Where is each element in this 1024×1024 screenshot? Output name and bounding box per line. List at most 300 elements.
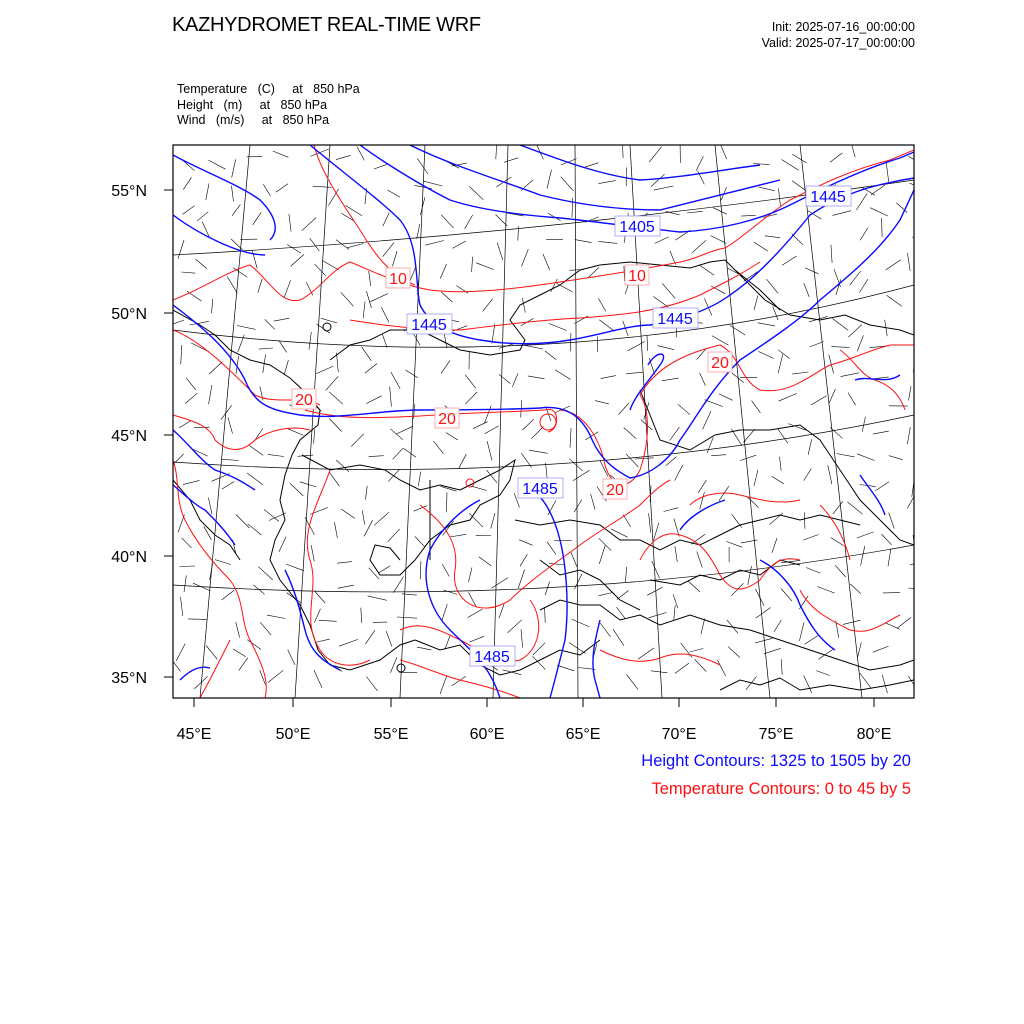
wind-barb xyxy=(314,670,322,688)
wind-barb xyxy=(465,375,476,389)
wind-barb xyxy=(487,441,492,460)
wind-barb xyxy=(186,378,196,390)
wind-barb xyxy=(549,323,567,330)
wind-barb xyxy=(805,268,819,274)
wind-barb xyxy=(764,648,781,654)
wind-barb xyxy=(392,251,397,266)
wind-barb xyxy=(664,508,679,512)
wind-barb xyxy=(468,609,483,618)
wind-barb xyxy=(914,323,926,337)
lon-tick-label: 65°E xyxy=(565,726,601,743)
wind-barb xyxy=(551,279,558,292)
wind-barb xyxy=(181,597,183,616)
wind-barb xyxy=(662,283,675,298)
wind-barb xyxy=(569,643,585,654)
wind-barb xyxy=(545,582,550,596)
wind-barb xyxy=(236,515,250,529)
wind-barb xyxy=(236,622,240,638)
wind-barb xyxy=(691,534,705,544)
wind-barb xyxy=(442,604,448,621)
wind-barb xyxy=(337,562,352,564)
wind-barb xyxy=(575,240,592,243)
wind-barb xyxy=(545,607,546,623)
wind-barb xyxy=(557,283,573,292)
wind-barb xyxy=(179,566,195,567)
wind-barb xyxy=(803,535,818,541)
wind-barb xyxy=(315,639,330,642)
wind-barb xyxy=(555,370,571,380)
wind-barb xyxy=(446,433,458,441)
wind-barb xyxy=(732,514,742,527)
wind-barb xyxy=(898,617,912,627)
temperature-label: 20 xyxy=(295,392,313,409)
wind-barb xyxy=(781,589,792,602)
wind-barb xyxy=(391,372,400,389)
wind-barb xyxy=(885,623,900,630)
wind-barb xyxy=(341,213,354,221)
wind-barb xyxy=(573,470,590,480)
wind-barb xyxy=(383,213,389,227)
wind-barb xyxy=(740,455,756,460)
wind-barb xyxy=(619,403,629,414)
wind-barb xyxy=(459,454,466,468)
wind-barb xyxy=(383,242,395,256)
wind-barb xyxy=(417,647,431,650)
wind-barb xyxy=(268,670,283,682)
wind-barb xyxy=(675,663,689,673)
wind-barb xyxy=(547,170,552,189)
lon-tick-label: 80°E xyxy=(856,726,892,743)
wind-barb xyxy=(291,254,304,266)
wind-barb xyxy=(287,245,301,254)
wind-barb xyxy=(572,198,573,218)
wind-barb xyxy=(288,650,295,665)
wind-barb xyxy=(626,372,643,374)
wind-barb xyxy=(653,297,668,308)
wind-barb xyxy=(570,428,571,447)
wind-barb xyxy=(767,279,779,293)
wind-barb xyxy=(703,411,711,429)
wind-barb xyxy=(393,577,403,593)
wind-barb xyxy=(365,364,377,374)
wind-barb xyxy=(386,631,392,646)
wind-barb xyxy=(329,392,343,404)
wind-barb xyxy=(334,522,337,538)
wind-barb xyxy=(204,526,212,539)
wind-barb xyxy=(227,277,237,294)
wind-barb xyxy=(753,164,769,165)
wind-barb xyxy=(206,646,217,660)
wind-barb xyxy=(532,427,544,439)
wind-barb xyxy=(698,480,706,493)
height-label: 1405 xyxy=(619,219,655,236)
wind-barb xyxy=(222,482,234,490)
height-label: 1485 xyxy=(474,649,510,666)
wind-barb xyxy=(572,619,590,627)
wind-barb xyxy=(741,215,756,216)
wind-barb xyxy=(778,350,789,359)
wind-barb xyxy=(268,454,284,456)
wind-barb xyxy=(258,279,263,293)
temperature-label: 20 xyxy=(711,355,729,372)
wind-barb xyxy=(816,671,830,676)
wind-barb xyxy=(772,476,784,484)
wind-barb xyxy=(326,376,339,390)
wind-barb xyxy=(206,183,209,200)
wind-barb xyxy=(232,186,234,202)
wind-barb xyxy=(726,541,742,547)
wind-barb xyxy=(485,406,492,423)
wind-barb xyxy=(561,177,574,191)
wind-barb xyxy=(519,540,533,546)
wind-barb xyxy=(316,366,333,374)
wind-barb xyxy=(286,564,304,571)
wind-barb xyxy=(248,524,262,535)
temperature-contour-legend: Temperature Contours: 0 to 45 by 5 xyxy=(651,780,911,798)
wind-barb xyxy=(675,465,683,481)
wind-barb xyxy=(870,208,888,216)
wind-barb xyxy=(452,241,466,248)
lat-tick-label: 45°N xyxy=(111,428,147,445)
wind-barb xyxy=(390,429,403,440)
wind-barb xyxy=(314,430,315,444)
wind-barb xyxy=(404,448,416,457)
wind-barb xyxy=(378,566,390,574)
wind-barb xyxy=(889,513,895,529)
lon-tick-label: 70°E xyxy=(661,726,697,743)
wind-barb xyxy=(265,319,275,329)
wind-barb xyxy=(284,280,291,298)
wind-barb xyxy=(298,455,314,456)
temperature-label: 20 xyxy=(438,411,456,428)
wind-barb xyxy=(374,512,389,525)
wind-barb xyxy=(338,585,354,588)
wind-barb xyxy=(402,594,417,595)
wind-barb xyxy=(253,212,262,225)
wind-barb xyxy=(805,635,820,645)
wind-barb xyxy=(841,373,859,377)
wind-barb xyxy=(692,240,706,253)
wind-barb xyxy=(792,372,808,374)
wind-barb xyxy=(472,486,487,490)
wind-barb xyxy=(543,254,550,270)
wind-barb xyxy=(730,326,745,336)
wind-barb xyxy=(415,537,425,547)
wind-barb xyxy=(260,622,271,635)
wind-barb xyxy=(778,354,783,373)
wind-barb xyxy=(341,292,354,306)
wind-barb xyxy=(492,324,495,344)
lon-tick-label: 55°E xyxy=(373,726,409,743)
wind-barb xyxy=(470,636,485,642)
wind-barb xyxy=(508,620,522,633)
wind-barb xyxy=(279,537,286,552)
wind-barb xyxy=(914,650,925,665)
wind-barb xyxy=(711,286,725,294)
wind-barb xyxy=(731,583,743,595)
wind-barb xyxy=(697,552,703,568)
wind-barb xyxy=(909,386,912,400)
wind-barb xyxy=(208,498,212,514)
wind-barb xyxy=(857,532,874,538)
wind-barb xyxy=(828,465,832,484)
wind-barb xyxy=(907,427,910,444)
wind-barb xyxy=(881,534,891,545)
wind-barb xyxy=(233,649,246,657)
wind-barb xyxy=(302,218,317,231)
wind-barb xyxy=(425,241,444,246)
wind-barb xyxy=(390,387,392,407)
wind-barb xyxy=(215,560,231,565)
wind-barb xyxy=(315,591,326,603)
wind-barb xyxy=(782,256,797,265)
wind-barb xyxy=(287,428,304,435)
wind-barb xyxy=(860,279,868,292)
wind-barb xyxy=(780,457,782,471)
wind-barb xyxy=(233,268,247,277)
lon-tick-label: 45°E xyxy=(176,726,212,743)
wind-barb xyxy=(469,513,483,527)
wind-barb xyxy=(599,545,605,564)
wind-barb xyxy=(351,434,364,447)
wind-barb xyxy=(557,665,574,671)
wind-barb xyxy=(624,428,637,439)
wind-barb xyxy=(810,342,824,347)
wind-barb xyxy=(469,567,473,581)
wind-barb xyxy=(347,244,364,248)
wind-barb xyxy=(673,594,678,608)
wind-barb xyxy=(522,298,525,313)
wind-barb xyxy=(625,567,626,582)
wind-barb xyxy=(758,323,775,326)
wind-barb xyxy=(907,253,910,271)
field-height: Height (m) at 850 hPa xyxy=(177,97,328,112)
wind-barb xyxy=(907,496,914,508)
wind-barb xyxy=(804,675,812,693)
wind-barb xyxy=(831,538,844,546)
wind-barb xyxy=(850,140,855,158)
wind-barb xyxy=(831,347,849,348)
wind-barb xyxy=(873,646,889,652)
wind-barb xyxy=(512,374,518,387)
wind-barb xyxy=(420,561,421,579)
wind-barb xyxy=(799,622,804,641)
wind-barb xyxy=(654,186,674,190)
lon-tick-label: 60°E xyxy=(469,726,505,743)
wind-barb xyxy=(450,534,467,537)
field-wind: Wind (m/s) at 850 hPa xyxy=(177,113,330,127)
wind-barb xyxy=(886,163,888,182)
wind-barb xyxy=(624,266,625,281)
wind-barb xyxy=(861,546,865,565)
wind-barb xyxy=(915,349,934,351)
latitude-axis xyxy=(111,183,147,687)
wind-barb xyxy=(782,160,799,171)
height-label: 1485 xyxy=(522,481,558,498)
init-time: Init: 2025-07-16_00:00:00 xyxy=(771,20,915,34)
wind-barb xyxy=(366,291,371,308)
wind-barb xyxy=(687,211,703,213)
wind-barb xyxy=(850,584,860,594)
wind-barb xyxy=(341,509,355,518)
map-title: KAZHYDROMET REAL-TIME WRF xyxy=(172,14,481,36)
wind-barb xyxy=(434,441,444,454)
wind-barb xyxy=(382,334,387,347)
wind-barb xyxy=(748,566,752,585)
wind-barb xyxy=(574,500,582,512)
wind-barb xyxy=(583,163,599,168)
wind-barb xyxy=(370,294,388,302)
wind-barb xyxy=(651,671,668,673)
wind-barb xyxy=(570,459,583,471)
wind-barb xyxy=(491,578,508,589)
wind-barb xyxy=(779,393,797,401)
wind-barb xyxy=(833,211,852,216)
wind-barb xyxy=(329,419,342,432)
wind-barb xyxy=(184,575,186,592)
lon-tick-label: 50°E xyxy=(275,726,311,743)
wind-barb xyxy=(700,373,706,386)
wind-barb xyxy=(873,431,889,434)
wind-barb xyxy=(237,326,256,330)
wind-barb xyxy=(882,218,883,237)
wind-barb xyxy=(829,389,835,403)
wind-barb xyxy=(774,620,782,632)
wind-barb xyxy=(472,257,473,272)
wind-barb xyxy=(170,658,180,672)
wind-barb xyxy=(804,469,812,481)
wind-barb xyxy=(179,420,191,427)
wind-barb xyxy=(520,554,527,566)
wind-barb xyxy=(652,561,660,578)
wind-barb xyxy=(599,320,615,331)
wind-barb xyxy=(521,453,531,467)
wind-barb xyxy=(357,147,364,161)
wind-barb xyxy=(862,417,865,432)
wind-barb xyxy=(570,333,571,351)
wind-barb xyxy=(188,619,207,620)
wind-barb xyxy=(848,325,862,338)
wind-barb xyxy=(529,450,548,453)
wind-barb xyxy=(574,574,582,590)
wind-barb xyxy=(778,429,788,444)
wind-barb xyxy=(267,615,286,618)
wind-barb xyxy=(910,560,925,565)
wind-barb xyxy=(528,376,545,379)
wind-barb xyxy=(469,186,483,199)
wind-barb xyxy=(547,542,556,555)
wind-barb xyxy=(811,396,827,405)
field-temperature: Temperature (C) at 850 hPa xyxy=(177,82,360,96)
wind-barb xyxy=(183,177,191,189)
wind-barb xyxy=(181,345,182,364)
wind-barb xyxy=(719,394,733,400)
wind-barb xyxy=(678,404,690,414)
wind-barb xyxy=(595,401,609,404)
wind-barb xyxy=(773,306,778,320)
wind-barb xyxy=(239,658,248,671)
wind-barb xyxy=(183,206,195,215)
wind-barb xyxy=(499,604,504,618)
wind-barb xyxy=(170,320,184,325)
wind-barb xyxy=(329,472,339,486)
wind-barb xyxy=(417,224,420,239)
wind-barb xyxy=(496,215,508,227)
wind-barb xyxy=(628,341,645,351)
longitude-axis xyxy=(177,726,892,743)
wind-barb xyxy=(848,393,856,406)
wind-barb xyxy=(571,552,577,567)
lat-tick-label: 55°N xyxy=(111,183,147,200)
wind-barb xyxy=(176,644,185,661)
height-label: 1445 xyxy=(411,317,447,334)
wind-barb xyxy=(196,259,207,268)
wind-barb xyxy=(888,549,891,566)
wind-barb xyxy=(185,393,197,403)
wind-barb xyxy=(857,454,875,461)
wind-barb xyxy=(424,181,443,186)
wind-barb xyxy=(804,283,809,297)
wind-barb xyxy=(362,511,364,525)
wind-barb xyxy=(441,360,450,373)
wind-barb xyxy=(309,332,311,350)
wind-barb xyxy=(599,181,616,184)
lat-tick-label: 50°N xyxy=(111,306,147,323)
wind-barb xyxy=(613,629,624,646)
wind-barb xyxy=(321,318,337,323)
wind-barb xyxy=(617,607,626,618)
wind-barb xyxy=(209,385,212,404)
wind-barb xyxy=(860,673,872,689)
wind-barb xyxy=(339,639,358,646)
height-contours xyxy=(173,145,914,698)
wind-barb xyxy=(781,659,782,675)
wind-barb xyxy=(497,243,503,261)
wind-barb xyxy=(364,520,373,536)
wind-barb xyxy=(274,318,289,321)
wind-barb xyxy=(259,348,273,349)
wind-barb xyxy=(600,460,608,476)
wind-barb xyxy=(522,419,534,430)
wind-barb xyxy=(258,567,272,580)
wind-barb xyxy=(222,459,239,460)
wind-barb xyxy=(483,299,493,312)
wind-barb xyxy=(759,187,775,191)
wind-barb xyxy=(857,335,863,351)
wind-barb xyxy=(792,181,805,191)
valid-time: Valid: 2025-07-17_00:00:00 xyxy=(761,36,915,50)
height-label: 1445 xyxy=(657,311,693,328)
wind-barb xyxy=(836,454,854,457)
wind-barb xyxy=(440,676,447,694)
wind-barb xyxy=(858,642,862,657)
wind-barb xyxy=(675,546,677,562)
wind-barb xyxy=(843,620,861,624)
wind-barb xyxy=(323,261,339,270)
wind-barb xyxy=(388,529,400,542)
wind-barb xyxy=(875,482,889,491)
wind-barb xyxy=(310,238,320,251)
wind-barb xyxy=(442,564,449,576)
wind-barb xyxy=(914,279,921,294)
wind-barb xyxy=(754,242,768,251)
wind-barb xyxy=(647,336,648,351)
wind-barb xyxy=(545,351,556,360)
wind-barb xyxy=(808,439,812,455)
wind-barb xyxy=(183,480,200,484)
wind-barb xyxy=(369,456,384,457)
wind-barb xyxy=(647,587,662,595)
